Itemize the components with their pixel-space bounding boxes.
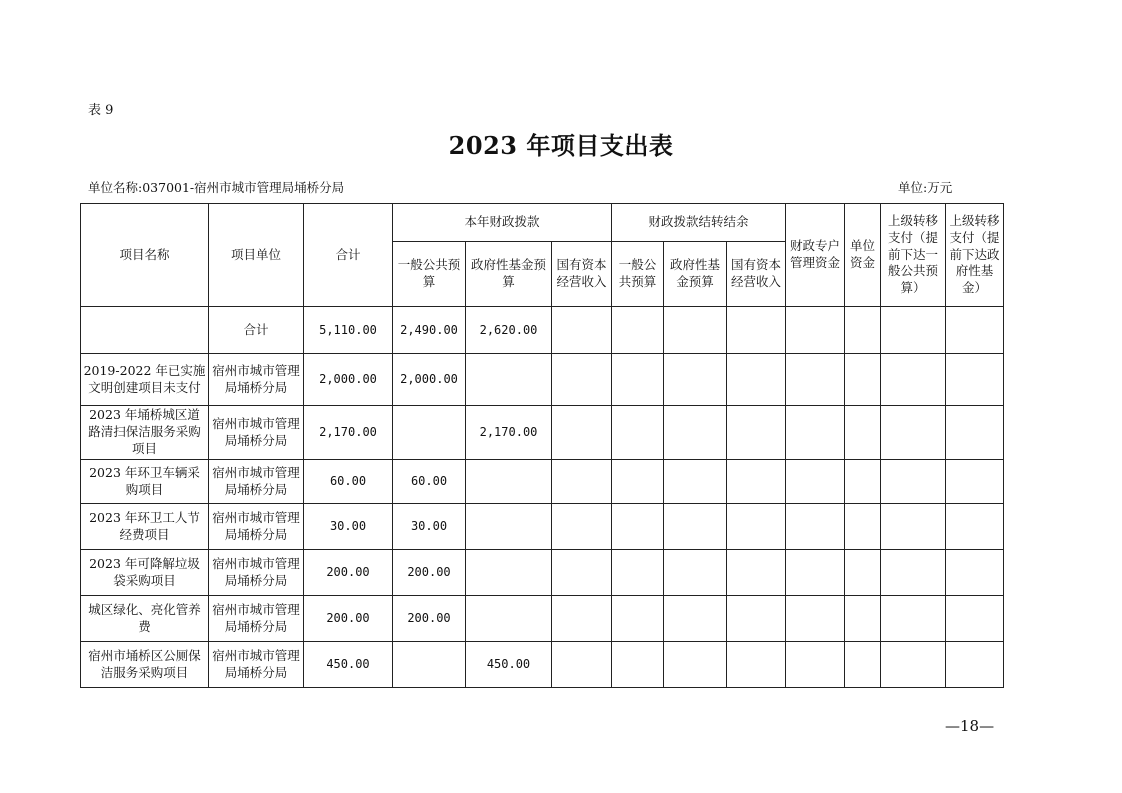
total-row-gov-fund: 2,620.00 xyxy=(466,307,552,354)
header-project-name: 项目名称 xyxy=(81,204,209,307)
row-total: 2,000.00 xyxy=(304,354,393,406)
row-general: 2,000.00 xyxy=(393,354,466,406)
header-current-gov-fund: 政府性基金预算 xyxy=(466,242,552,307)
row-project-unit: 宿州市城市管理局埇桥分局 xyxy=(209,596,304,642)
header-unit-funds: 单位资金 xyxy=(845,204,881,307)
row-gov-fund xyxy=(466,504,552,550)
row-project-name: 2023 年可降解垃圾袋采购项目 xyxy=(81,550,209,596)
row-project-unit: 宿州市城市管理局埇桥分局 xyxy=(209,550,304,596)
row-total: 200.00 xyxy=(304,596,393,642)
row-general: 30.00 xyxy=(393,504,466,550)
row-total: 60.00 xyxy=(304,460,393,504)
row-project-unit: 宿州市城市管理局埇桥分局 xyxy=(209,642,304,688)
row-gov-fund xyxy=(466,354,552,406)
row-general: 200.00 xyxy=(393,596,466,642)
row-general xyxy=(393,642,466,688)
row-gov-fund xyxy=(466,596,552,642)
row-project-name: 2023 年环卫车辆采购项目 xyxy=(81,460,209,504)
row-total: 2,170.00 xyxy=(304,406,393,460)
header-carry-general: 一般公共预算 xyxy=(612,242,664,307)
table-row xyxy=(81,596,1004,642)
page-number: —18— xyxy=(945,717,995,735)
row-project-name: 2023 年埇桥城区道路清扫保洁服务采购项目 xyxy=(81,406,209,460)
total-row-label: 合计 xyxy=(209,307,304,354)
header-carry-state-capital: 国有资本经营收入 xyxy=(727,242,786,307)
table-row xyxy=(81,550,1004,596)
header-current-state-capital: 国有资本经营收入 xyxy=(552,242,612,307)
table-row xyxy=(81,406,1004,460)
header-transfer-gov-fund: 上级转移支付（提前下达政府性基金） xyxy=(946,204,1004,307)
row-project-unit: 宿州市城市管理局埇桥分局 xyxy=(209,406,304,460)
header-group-current-appropriation: 本年财政拨款 xyxy=(393,204,612,242)
currency-unit-label: 单位:万元 xyxy=(898,180,953,195)
total-row xyxy=(81,307,1004,354)
row-project-name: 城区绿化、亮化管养费 xyxy=(81,596,209,642)
row-gov-fund: 450.00 xyxy=(466,642,552,688)
row-gov-fund xyxy=(466,460,552,504)
header-transfer-general: 上级转移支付（提前下达一般公共预算） xyxy=(881,204,946,307)
table-row xyxy=(81,354,1004,406)
row-project-name: 2019-2022 年已实施文明创建项目未支付 xyxy=(81,354,209,406)
project-expenditure-table xyxy=(80,203,1004,688)
row-gov-fund xyxy=(466,550,552,596)
table-row xyxy=(81,642,1004,688)
unit-name-label: 单位名称:037001-宿州市城市管理局埇桥分局 xyxy=(88,180,345,195)
row-total: 30.00 xyxy=(304,504,393,550)
row-total: 450.00 xyxy=(304,642,393,688)
row-project-unit: 宿州市城市管理局埇桥分局 xyxy=(209,460,304,504)
row-total: 200.00 xyxy=(304,550,393,596)
row-general: 60.00 xyxy=(393,460,466,504)
table-number: 表 9 xyxy=(88,103,114,118)
page-title: 2023 年项目支出表 xyxy=(448,131,674,160)
table-row xyxy=(81,460,1004,504)
row-gov-fund: 2,170.00 xyxy=(466,406,552,460)
row-project-unit: 宿州市城市管理局埇桥分局 xyxy=(209,504,304,550)
header-current-general: 一般公共预算 xyxy=(393,242,466,307)
header-carry-gov-fund: 政府性基金预算 xyxy=(664,242,727,307)
header-total: 合计 xyxy=(304,204,393,307)
row-project-name: 2023 年环卫工人节经费项目 xyxy=(81,504,209,550)
total-row-total: 5,110.00 xyxy=(304,307,393,354)
row-project-unit: 宿州市城市管理局埇桥分局 xyxy=(209,354,304,406)
row-project-name: 宿州市埇桥区公厕保洁服务采购项目 xyxy=(81,642,209,688)
header-group-carryover: 财政拨款结转结余 xyxy=(612,204,786,242)
row-general: 200.00 xyxy=(393,550,466,596)
total-row-general: 2,490.00 xyxy=(393,307,466,354)
row-general xyxy=(393,406,466,460)
table-row xyxy=(81,504,1004,550)
header-special-account: 财政专户管理资金 xyxy=(786,204,845,307)
header-project-unit: 项目单位 xyxy=(209,204,304,307)
